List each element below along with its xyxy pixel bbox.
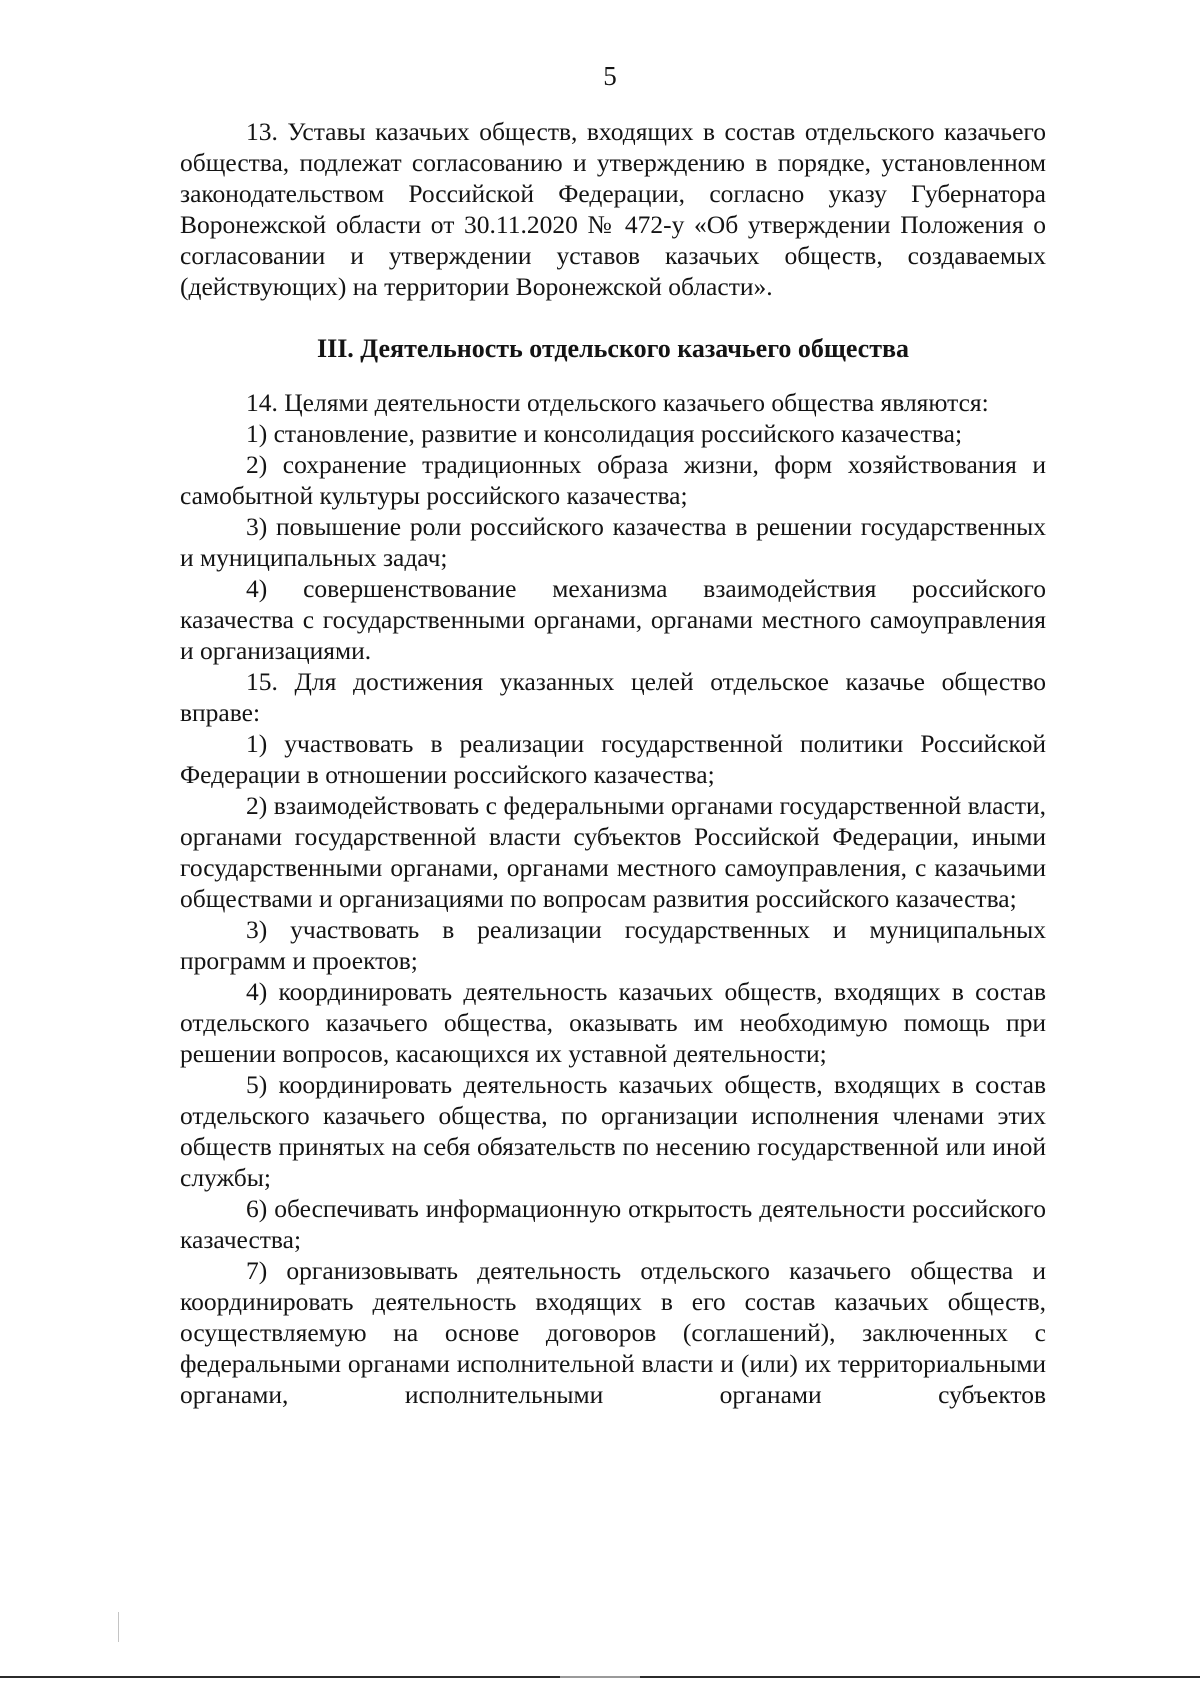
paragraph-15-item-6: 6) обеспечивать информационную открытость деятельности российского казачества; bbox=[180, 1194, 1046, 1254]
paragraph-15-item-5: 5) координировать деятельность казачьих обществ, входящих в состав отдельского казачьего общества, по организации исполнения членами этих обществ принятых на себя обязательств по несению государственной или иной службы; bbox=[180, 1070, 1046, 1192]
paragraph-15-item-7: 7) организовывать деятельность отдельского казачьего общества и координировать деятельность входящих в его состав казачьих обществ, осуществляемую на основе договоров (соглашений), заключенных с федеральными органами исполнительной власти и (или) их территориальными органами, исполнительными органами субъектов bbox=[180, 1256, 1046, 1409]
paragraph-13: 13. Уставы казачьих обществ, входящих в состав отдельского казачьего общества, подлежат согласованию и утверждению в порядке, установленном законодательством Российской Федерации, согласно указу Губернатора Воронежской области от 30.11.2020 № 472-у «Об утверждении Положения о согласовании и утверждении уставов казачьих обществ, создаваемых (действующих) на территории Воронежской области». bbox=[180, 117, 1046, 301]
paragraph-14-item-2: 2) сохранение традиционных образа жизни, форм хозяйствования и самобытной культуры российского казачества; bbox=[180, 450, 1046, 510]
document-body bbox=[180, 116, 1046, 1410]
paragraph-15-item-1: 1) участвовать в реализации государственной политики Российской Федерации в отношении российского казачества; bbox=[180, 729, 1046, 789]
paragraph-14-item-3: 3) повышение роли российского казачества в решении государственных и муниципальных задач; bbox=[180, 512, 1046, 572]
paragraph-15-item-3: 3) участвовать в реализации государственных и муниципальных программ и проектов; bbox=[180, 915, 1046, 975]
paragraph-15-item-2: 2) взаимодействовать с федеральными органами государственной власти, органами государственной власти субъектов Российской Федерации, иными государственными органами, органами местного самоуправления, с казачьими обществами и организациями по вопросам развития российского казачества; bbox=[180, 791, 1046, 913]
paragraph-15-intro: 15. Для достижения указанных целей отдельское казачье общество вправе: bbox=[180, 667, 1046, 727]
paragraph-14-item-4: 4) совершенствование механизма взаимодействия российского казачества с государственными органами, органами местного самоуправления и организациями. bbox=[180, 574, 1046, 665]
paragraph-15-item-4: 4) координировать деятельность казачьих обществ, входящих в состав отдельского казачьего общества, оказывать им необходимую помощь при решении вопросов, касающихся их уставной деятельности; bbox=[180, 977, 1046, 1068]
page-number: 5 bbox=[603, 61, 617, 91]
page-bottom-edge-fade bbox=[560, 1676, 640, 1678]
paragraph-14-intro: 14. Целями деятельности отдельского казачьего общества являются: bbox=[246, 388, 989, 417]
scan-margin-mark bbox=[118, 1612, 119, 1642]
paragraph-14-item-1: 1) становление, развитие и консолидация российского казачества; bbox=[246, 419, 963, 448]
section-heading: III. Деятельность отдельского казачьего общества bbox=[316, 334, 910, 363]
